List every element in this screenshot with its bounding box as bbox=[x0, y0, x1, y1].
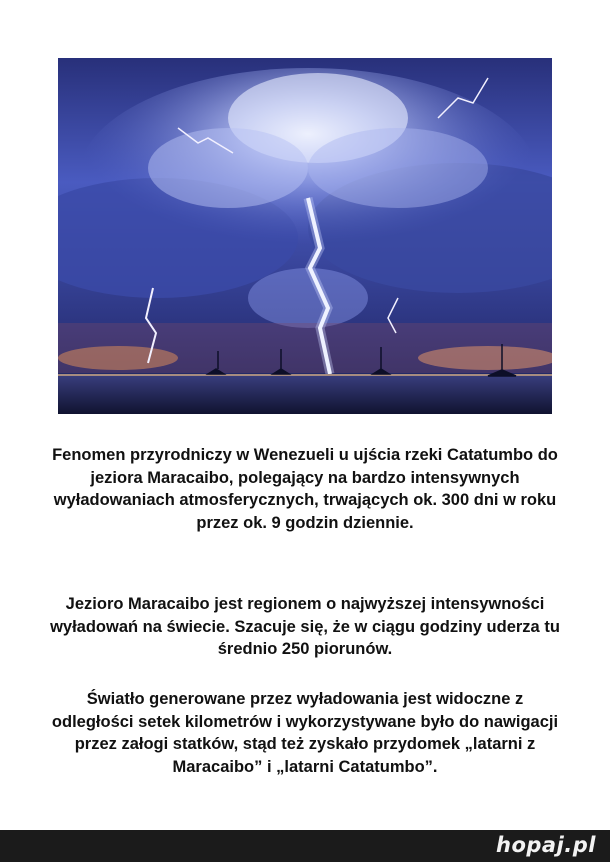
footer-bar bbox=[0, 830, 610, 862]
description-paragraph-3: Światło generowane przez wyładowania jest widoczne z odległości setek kilometrów i wykorzystywane było do nawigacji przez załogi statków, stąd też zyskało przydomek „latarni z Maracaibo” i „latarni Catatumbo”. bbox=[51, 690, 559, 776]
hopaj-logo[interactable]: hopaj.pl bbox=[496, 833, 596, 857]
description-paragraph-2: Jezioro Maracaibo jest regionem o najwyższej intensywności wyładowań na świecie. Szacuje się, że w ciągu godziny uderza tu średnio 250 piorunów. bbox=[50, 595, 560, 658]
lightning-storm-icon bbox=[58, 58, 552, 414]
lightning-photo bbox=[58, 58, 552, 414]
description-paragraph-1: Fenomen przyrodniczy w Wenezueli u ujścia rzeki Catatumbo do jeziora Maracaibo, polegający na bardzo intensywnych wyładowaniach atmosferycznych, trwających ok. 300 dni w roku przez ok. 9 godzin dziennie. bbox=[52, 446, 558, 532]
